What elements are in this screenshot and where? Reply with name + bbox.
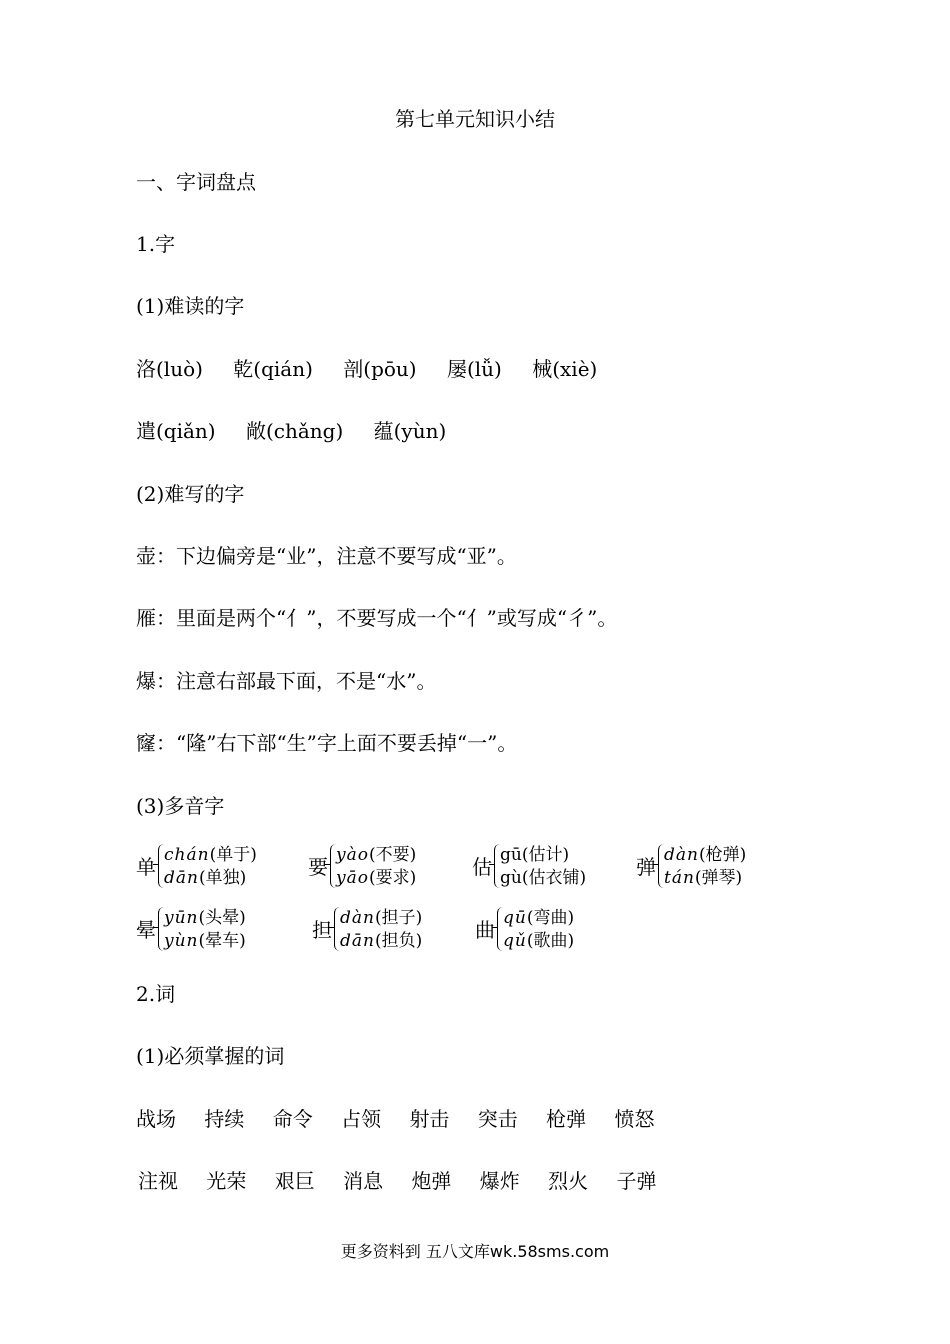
hard-read-heading: (1)难读的字 — [136, 294, 245, 318]
word-item: 爆炸 — [479, 1169, 520, 1193]
hard-read-item: 遣(qiǎn) — [136, 419, 216, 443]
word-item: 烈火 — [548, 1169, 589, 1193]
example-word: (估计) — [521, 845, 570, 865]
polyphone-char: 要 — [308, 855, 328, 879]
polyphone-char: 担 — [312, 918, 332, 942]
hard-read-item: 乾(qián) — [233, 357, 313, 381]
example-word: (单于) — [209, 845, 257, 865]
word-item: 艰巨 — [274, 1169, 315, 1193]
example-word: (枪弹) — [698, 845, 747, 865]
word-item: 消息 — [343, 1169, 384, 1193]
hard-write-heading: (2)难写的字 — [136, 482, 245, 506]
pinyin: chán — [164, 845, 210, 865]
subheading-words: 2.词 — [136, 982, 176, 1006]
hard-read-item: 械(xiè) — [532, 357, 598, 381]
polyphone-char: 估 — [472, 855, 492, 879]
example-word: (弯曲) — [526, 908, 575, 928]
polyphone-char: 曲 — [475, 918, 495, 942]
hard-read-row-2 — [136, 419, 470, 443]
example-word: (要求) — [368, 868, 417, 888]
word-item: 持续 — [204, 1107, 245, 1131]
pinyin: dàn — [664, 845, 699, 865]
polyphone-char: 弹 — [636, 855, 656, 879]
section-heading-vocabulary: 一、字词盘点 — [136, 170, 256, 194]
pinyin: qǔ — [503, 931, 527, 951]
hard-read-item: 屡(lǚ) — [446, 357, 502, 381]
example-word: (弹琴) — [694, 868, 743, 888]
page-title: 第七单元知识小结 — [395, 107, 555, 131]
pinyin: dàn — [340, 908, 375, 928]
word-item: 愤怒 — [614, 1107, 655, 1131]
polyphone-char: 晕 — [136, 918, 156, 942]
word-item: 光荣 — [206, 1169, 247, 1193]
example-word: (晕车) — [198, 931, 246, 951]
word-item: 子弹 — [616, 1169, 657, 1193]
pinyin: gù — [500, 868, 522, 888]
polyphone-char: 单 — [136, 855, 156, 879]
pinyin: yào — [336, 845, 369, 865]
example-word: (歌曲) — [526, 931, 575, 951]
pinyin: yūn — [164, 908, 199, 928]
word-item: 射击 — [409, 1107, 450, 1131]
example-word: (估衣铺) — [521, 868, 587, 888]
hard-read-item: 敞(chǎng) — [245, 419, 344, 443]
footer-watermark-text: 更多资料到 五八文库wk.58sms.com — [340, 1242, 610, 1261]
example-word: (头晕) — [198, 908, 246, 928]
hard-read-item: 剖(pōu) — [343, 357, 417, 381]
example-word: (担子) — [374, 908, 423, 928]
pinyin: yùn — [164, 931, 199, 951]
hard-write-item: 雁：里面是两个“亻”，不要写成一个“亻”或写成“彳”。 — [136, 606, 618, 630]
subheading-characters: 1.字 — [136, 232, 176, 256]
word-item: 命令 — [272, 1107, 313, 1131]
word-item: 枪弹 — [546, 1107, 587, 1131]
pinyin: yāo — [336, 868, 369, 888]
example-word: (担负) — [374, 931, 423, 951]
polyphone-heading: (3)多音字 — [136, 794, 225, 818]
word-item: 注视 — [138, 1169, 178, 1193]
pinyin: qū — [503, 908, 527, 928]
hard-write-item: 爆：注意右部最下面，不是“水”。 — [136, 669, 437, 693]
word-item: 炮弹 — [411, 1169, 452, 1193]
must-words-heading: (1)必须掌握的词 — [136, 1044, 285, 1068]
example-word: (不要) — [368, 845, 417, 865]
hard-read-item: 蕴(yùn) — [373, 419, 447, 443]
pinyin: dān — [164, 868, 199, 888]
hard-write-item: 壶：下边偏旁是“业”，注意不要写成“亚”。 — [136, 544, 517, 568]
hard-read-row-1 — [136, 357, 621, 381]
word-item: 战场 — [136, 1107, 176, 1131]
word-item: 占领 — [341, 1107, 382, 1131]
pinyin: tán — [664, 868, 695, 888]
pinyin: gū — [500, 845, 522, 865]
must-words-row-2 — [138, 1169, 679, 1193]
example-word: (单独) — [198, 868, 247, 888]
hard-read-item: 洛(luò) — [136, 357, 203, 381]
hard-write-item: 窿：“隆”右下部“生”字上面不要丢掉“一”。 — [136, 731, 518, 755]
word-item: 突击 — [477, 1107, 518, 1131]
pinyin: dān — [340, 931, 375, 951]
must-words-row-1 — [136, 1107, 677, 1131]
